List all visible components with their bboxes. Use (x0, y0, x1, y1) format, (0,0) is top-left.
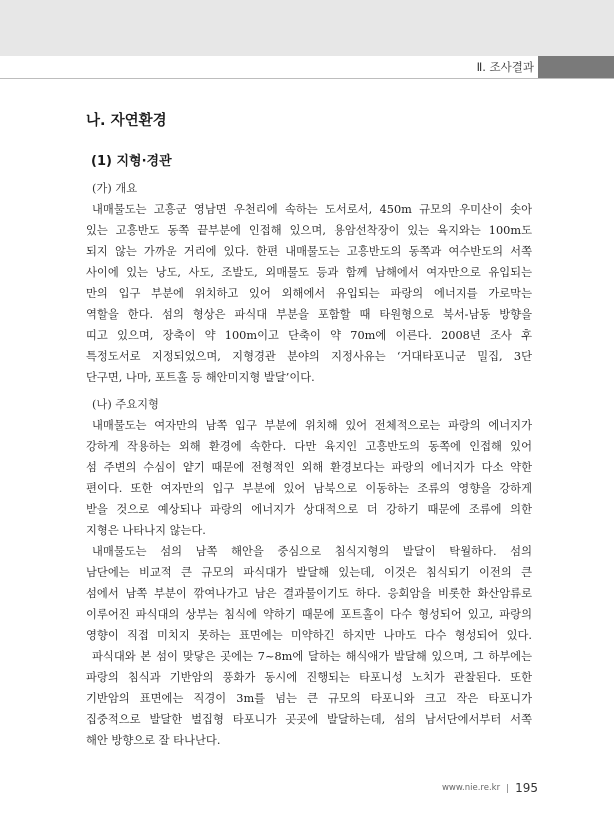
paragraph-line: 단구면, 나마, 포트홀 등 해안미지형 발달’이다. (86, 371, 315, 384)
paragraph-line: 사이에 있는 낭도, 사도, 조발도, 외매물도 등과 함께 남해에서 여자만으로 유입되는 (86, 266, 532, 279)
paragraph-line: 내매물도는 여자만의 남쪽 입구 부분에 위치해 있어 전체적으로는 파랑의 에너지가 (92, 419, 532, 432)
subsection-title: (1) 지형·경관 (91, 154, 172, 169)
paragraph-line: 내매물도는 섬의 남쪽 해안을 중심으로 침식지형의 발달이 탁월하다. 섬의 (92, 545, 532, 558)
paragraph-line: 해안 방향으로 잘 타나난다. (86, 734, 221, 747)
paragraph-line: 이루어진 파식대의 상부는 침식에 약하기 때문에 포트홀이 다수 형성되어 있고, 파랑의 (86, 608, 532, 621)
paragraph-line: 강하게 작용하는 외해 환경에 속한다. 다만 육지인 고흥반도의 동쪽에 인접해 있어 (86, 440, 532, 453)
paragraph-line: 섬에서 남쪽 부분이 깎여나가고 남은 결과물이기도 하다. 응회암을 비롯한 화산암류로 (86, 587, 532, 600)
paragraph-line: 지형은 나타나지 않는다. (86, 524, 206, 537)
paragraph-line: 있는 고흥반도 동쪽 끝부분에 인접해 있으며, 용암선착장이 있는 육지와는 100m도 (86, 224, 532, 237)
paragraph-line: 남단에는 비교적 큰 규모의 파식대가 발달해 있는데, 이것은 침식되기 이전의 큰 (86, 566, 532, 579)
paragraph-line: 내매물도는 고흥군 영남면 우천리에 속하는 도서로서, 450m 규모의 우미산이 솟아 (92, 203, 532, 216)
paragraph-line: 섬 주변의 수심이 얕기 때문에 전형적인 외해 환경보다는 파랑의 에너지가 다소 약한 (86, 461, 532, 474)
page-number: 195 (515, 781, 538, 795)
header-bar (0, 0, 614, 56)
paragraph-line: 만의 입구 부분에 위치하고 있어 외해에서 유입되는 파랑의 에너지를 가로막는 (86, 287, 532, 300)
footer-url: www.nie.re.kr (441, 783, 501, 793)
paragraph-line: 파랑의 침식과 기반암의 풍화가 동시에 진행되는 타포니성 노치가 관찰된다. 또한 (86, 671, 532, 684)
footer-divider (507, 784, 508, 793)
paragraph-line: 집중적으로 발달한 벌집형 타포니가 곳곳에 발달하는데, 섬의 남서단에서부터 서쪽 (86, 713, 532, 726)
paragraph-line: 파식대와 본 섬이 맞닿은 곳에는 7~8m에 달하는 해식애가 발달해 있으며, 그 하부에는 (92, 650, 532, 663)
paragraph-line: 되지 않는 가까운 거리에 있다. 한편 내매물도는 고흥반도의 동쪽과 여수반도의 서쪽 (86, 245, 532, 258)
paragraph-line: 특정도서로 지정되었으며, 지형경관 분야의 지정사유는 ‘거대타포니군 밀집, 3단 (86, 350, 532, 363)
paragraph-line: 영향이 직접 미치지 못하는 표면에는 미약하긴 하지만 나마도 다수 형성되어 있다. (86, 629, 532, 642)
paragraph-line: 띠고 있으며, 장축이 약 100m이고 단축이 약 70m에 이른다. 2008년 조사 후 (86, 329, 532, 342)
chapter-label: Ⅱ. 조사결과 (476, 60, 534, 74)
header-divider (0, 78, 614, 79)
paragraph-line: 기반암의 표면에는 직경이 3m를 넘는 큰 규모의 타포니와 크고 작은 타포니가 (86, 692, 532, 705)
item-heading-landforms: (나) 주요지형 (92, 398, 159, 411)
paragraph-line: 역할을 한다. 섬의 형상은 파식대 부분을 포함할 때 타원형으로 북서-남동 방향을 (86, 308, 532, 321)
section-title: 나. 자연환경 (86, 113, 167, 129)
header-tab-marker (538, 56, 614, 78)
paragraph-line: 받을 것으로 예상되나 파랑의 에너지가 상대적으로 더 강하기 때문에 조류에 의한 (86, 503, 532, 516)
item-heading-overview: (가) 개요 (92, 182, 138, 195)
paragraph-line: 편이다. 또한 여자만의 입구 부분에 있어 남북으로 이동하는 조류의 영향을 강하게 (86, 482, 532, 495)
page-footer (442, 780, 538, 796)
